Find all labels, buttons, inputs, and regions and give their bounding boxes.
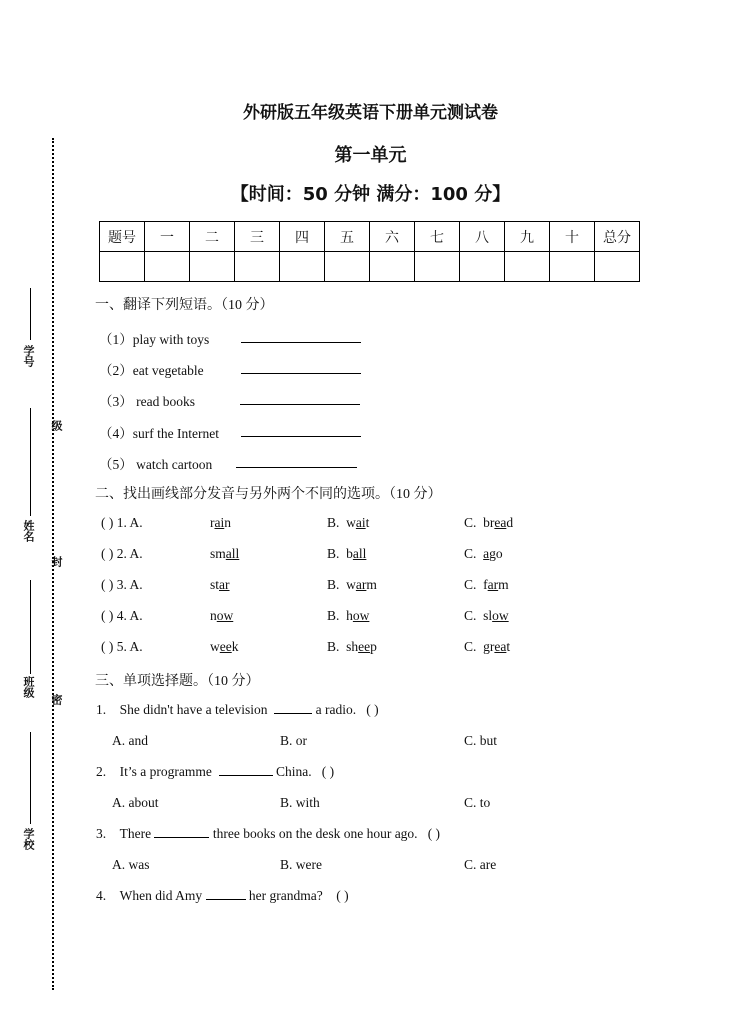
s3-question-3 xyxy=(96,826,440,842)
side-blank-id xyxy=(30,288,31,340)
underlined-part: ea xyxy=(494,515,507,530)
s3-q2-option-a[interactable]: A. about xyxy=(112,795,159,810)
s1-num: （2） xyxy=(99,363,133,378)
s2-a-label: A. xyxy=(129,515,143,530)
q-post: three books on the desk one hour ago. xyxy=(212,826,418,841)
s3-question-1 xyxy=(96,702,379,718)
section1-heading: 一、翻译下列短语。（10 分） xyxy=(95,298,274,313)
time-info: 【时间：50 分钟 满分：100 分】 xyxy=(230,184,511,205)
word-part: k xyxy=(231,639,239,654)
score-header-cell: 总分 xyxy=(595,222,640,252)
s2-option-c xyxy=(464,515,513,531)
s1-item-3 xyxy=(99,390,195,410)
q-pre: There xyxy=(119,826,152,841)
word-part: gr xyxy=(483,639,495,654)
score-header-cell: 六 xyxy=(370,222,415,252)
option-label: C. xyxy=(464,515,477,530)
option-label: B. xyxy=(327,577,340,592)
s2-row-1 xyxy=(101,515,143,531)
s2-option-a xyxy=(210,546,239,562)
s1-text: eat vegetable xyxy=(132,363,204,378)
word-part: m xyxy=(498,577,509,592)
s1-text: read books xyxy=(132,394,195,409)
s2-row-4 xyxy=(101,608,143,624)
side-blank-name xyxy=(30,408,31,516)
option-label: B. xyxy=(327,546,340,561)
q-post: her grandma? xyxy=(248,888,323,903)
q-paren[interactable]: ( ) xyxy=(321,764,335,779)
word-part: p xyxy=(370,639,377,654)
word-part: r xyxy=(210,515,215,530)
s1-num: （5） xyxy=(99,457,133,472)
q-pre: It’s a programme xyxy=(119,764,212,779)
s2-a-label: A. xyxy=(129,577,143,592)
side-label-class-char: 级 xyxy=(50,420,62,431)
s3-q2-option-b[interactable]: B. with xyxy=(280,795,320,810)
score-input-cell[interactable] xyxy=(595,252,640,282)
score-input-cell[interactable] xyxy=(235,252,280,282)
word-part: go xyxy=(489,546,503,561)
score-table-header-row xyxy=(100,222,640,252)
s1-answer-blank-1[interactable] xyxy=(241,342,361,343)
side-label-name: 姓名 xyxy=(22,520,34,542)
s3-question-4 xyxy=(96,888,349,904)
score-header-cell: 题号 xyxy=(100,222,145,252)
word-part: sl xyxy=(483,608,493,623)
s2-num: 2. xyxy=(116,546,127,561)
score-table xyxy=(99,221,640,282)
side-label-grade: 班级 xyxy=(22,676,34,698)
option-label: C. xyxy=(464,639,477,654)
score-input-cell[interactable] xyxy=(280,252,325,282)
score-header-cell: 四 xyxy=(280,222,325,252)
word-part: m xyxy=(366,577,377,592)
s3-question-2 xyxy=(96,764,334,780)
s2-option-a xyxy=(210,577,230,593)
score-input-cell[interactable] xyxy=(370,252,415,282)
s1-item-2 xyxy=(99,359,204,379)
score-input-cell[interactable] xyxy=(325,252,370,282)
q-paren[interactable]: ( ) xyxy=(427,826,441,841)
s3-q1-option-c[interactable]: C. but xyxy=(464,733,498,748)
word-part: sm xyxy=(210,546,226,561)
s1-num: （3） xyxy=(99,394,133,409)
s3-q1-option-a[interactable]: A. and xyxy=(112,733,148,748)
underlined-part: all xyxy=(225,546,240,561)
s3-q3-option-b[interactable]: B. were xyxy=(280,857,322,872)
s1-num: （4） xyxy=(99,426,133,441)
option-label: C. xyxy=(464,608,477,623)
underlined-part: ar xyxy=(219,577,230,592)
score-header-cell: 七 xyxy=(415,222,460,252)
word-part: b xyxy=(346,546,353,561)
score-input-cell[interactable] xyxy=(100,252,145,282)
q-answer-blank[interactable] xyxy=(219,775,273,776)
word-part: br xyxy=(483,515,495,530)
word-part: t xyxy=(506,639,511,654)
q-answer-blank[interactable] xyxy=(154,837,209,838)
underlined-part: ee xyxy=(219,639,232,654)
score-input-cell[interactable] xyxy=(190,252,235,282)
page-title: 外研版五年级英语下册单元测试卷 xyxy=(243,103,498,122)
s2-num: 1. xyxy=(116,515,127,530)
option-label: C. xyxy=(464,577,477,592)
q-paren[interactable]: ( ) xyxy=(336,888,349,903)
option-label: B. xyxy=(327,608,340,623)
underlined-part: ai xyxy=(355,515,366,530)
underlined-part: a xyxy=(483,546,490,561)
s2-row-3 xyxy=(101,577,143,593)
q-num: 1. xyxy=(96,702,107,717)
side-blank-grade xyxy=(30,580,31,674)
option-label: B. xyxy=(327,515,340,530)
s2-paren[interactable]: ( ) xyxy=(101,608,114,623)
s1-text: watch cartoon xyxy=(132,457,213,472)
s2-paren[interactable]: ( ) xyxy=(101,546,114,561)
word-part: t xyxy=(365,515,370,530)
s2-num: 5. xyxy=(116,639,127,654)
word-part: st xyxy=(210,577,220,592)
word-part: d xyxy=(506,515,514,530)
option-label: C. xyxy=(464,546,477,561)
word-part: w xyxy=(346,515,356,530)
section3-heading: 三、单项选择题。（10 分） xyxy=(95,674,260,689)
underlined-part: ee xyxy=(358,639,371,654)
score-header-cell: 一 xyxy=(145,222,190,252)
s2-a-label: A. xyxy=(129,608,143,623)
score-header-cell: 五 xyxy=(325,222,370,252)
underlined-part: ai xyxy=(214,515,225,530)
s2-option-b xyxy=(327,546,366,562)
word-part: w xyxy=(346,577,356,592)
underlined-part: ow xyxy=(492,608,509,623)
s2-row-2 xyxy=(101,546,143,562)
word-part: n xyxy=(210,608,217,623)
s1-answer-blank-5[interactable] xyxy=(236,467,357,468)
q-paren[interactable]: ( ) xyxy=(366,702,379,717)
q-num: 3. xyxy=(96,826,107,841)
s1-answer-blank-3[interactable] xyxy=(240,404,360,405)
q-num: 2. xyxy=(96,764,107,779)
section2-heading: 二、找出画线部分发音与另外两个不同的选项。（10 分） xyxy=(95,487,442,502)
score-table-score-row xyxy=(100,252,640,282)
underlined-part: ow xyxy=(216,608,234,623)
word-part: w xyxy=(210,639,220,654)
q-answer-blank[interactable] xyxy=(206,899,246,900)
s2-option-c xyxy=(464,546,503,562)
s2-option-a xyxy=(210,608,233,624)
score-header-cell: 三 xyxy=(235,222,280,252)
score-input-cell[interactable] xyxy=(550,252,595,282)
s2-option-a xyxy=(210,515,231,531)
underlined-part: ow xyxy=(352,608,370,623)
s1-answer-blank-4[interactable] xyxy=(241,436,361,437)
s2-paren[interactable]: ( ) xyxy=(101,515,114,530)
q-post: China. xyxy=(275,764,312,779)
score-input-cell[interactable] xyxy=(415,252,460,282)
s2-option-b xyxy=(327,577,377,593)
unit-title: 第一单元 xyxy=(334,145,407,165)
q-pre: When did Amy xyxy=(119,888,203,903)
word-part: sh xyxy=(346,639,359,654)
side-label-id: 学号 xyxy=(22,345,34,367)
word-part: n xyxy=(224,515,231,530)
word-part: h xyxy=(346,608,353,623)
s2-num: 3. xyxy=(116,577,127,592)
s3-q1-option-b[interactable]: B. or xyxy=(280,733,307,748)
s2-paren[interactable]: ( ) xyxy=(101,639,114,654)
score-input-cell[interactable] xyxy=(460,252,505,282)
s2-option-c xyxy=(464,577,509,593)
score-header-cell: 十 xyxy=(550,222,595,252)
underlined-part: all xyxy=(352,546,367,561)
s2-a-label: A. xyxy=(129,546,143,561)
word-part: f xyxy=(483,577,488,592)
q-num: 4. xyxy=(96,888,107,903)
option-label: B. xyxy=(327,639,340,654)
s1-num: （1） xyxy=(99,332,133,347)
s2-row-5 xyxy=(101,639,143,655)
s2-option-b xyxy=(327,515,369,531)
q-post: a radio. xyxy=(315,702,357,717)
side-label-seal: 封 xyxy=(50,556,62,567)
underlined-part: ea xyxy=(494,639,507,654)
score-header-cell: 八 xyxy=(460,222,505,252)
side-label-school: 学校 xyxy=(22,828,34,850)
s1-item-5 xyxy=(99,453,212,473)
s2-option-b xyxy=(327,608,369,624)
s2-paren[interactable]: ( ) xyxy=(101,577,114,592)
side-label-seal2: 密 xyxy=(50,694,62,705)
s2-option-c xyxy=(464,639,510,655)
q-pre: She didn't have a television xyxy=(119,702,268,717)
side-blank-school xyxy=(30,732,31,824)
q-answer-blank[interactable] xyxy=(274,713,312,714)
s2-num: 4. xyxy=(116,608,127,623)
s2-option-c xyxy=(464,608,509,624)
score-input-cell[interactable] xyxy=(145,252,190,282)
s3-q3-option-a[interactable]: A. was xyxy=(112,857,150,872)
s3-q3-option-c[interactable]: C. are xyxy=(464,857,497,872)
score-header-cell: 九 xyxy=(505,222,550,252)
s3-q2-option-c[interactable]: C. to xyxy=(464,795,491,810)
s1-text: play with toys xyxy=(132,332,210,347)
s1-answer-blank-2[interactable] xyxy=(241,373,361,374)
score-header-cell: 二 xyxy=(190,222,235,252)
s2-option-b xyxy=(327,639,377,655)
underlined-part: ar xyxy=(355,577,367,592)
s1-item-4 xyxy=(99,422,219,442)
s1-text: surf the Internet xyxy=(132,426,219,441)
s2-a-label: A. xyxy=(129,639,143,654)
s2-option-a xyxy=(210,639,238,655)
s1-item-1 xyxy=(99,328,209,348)
score-input-cell[interactable] xyxy=(505,252,550,282)
underlined-part: ar xyxy=(487,577,499,592)
